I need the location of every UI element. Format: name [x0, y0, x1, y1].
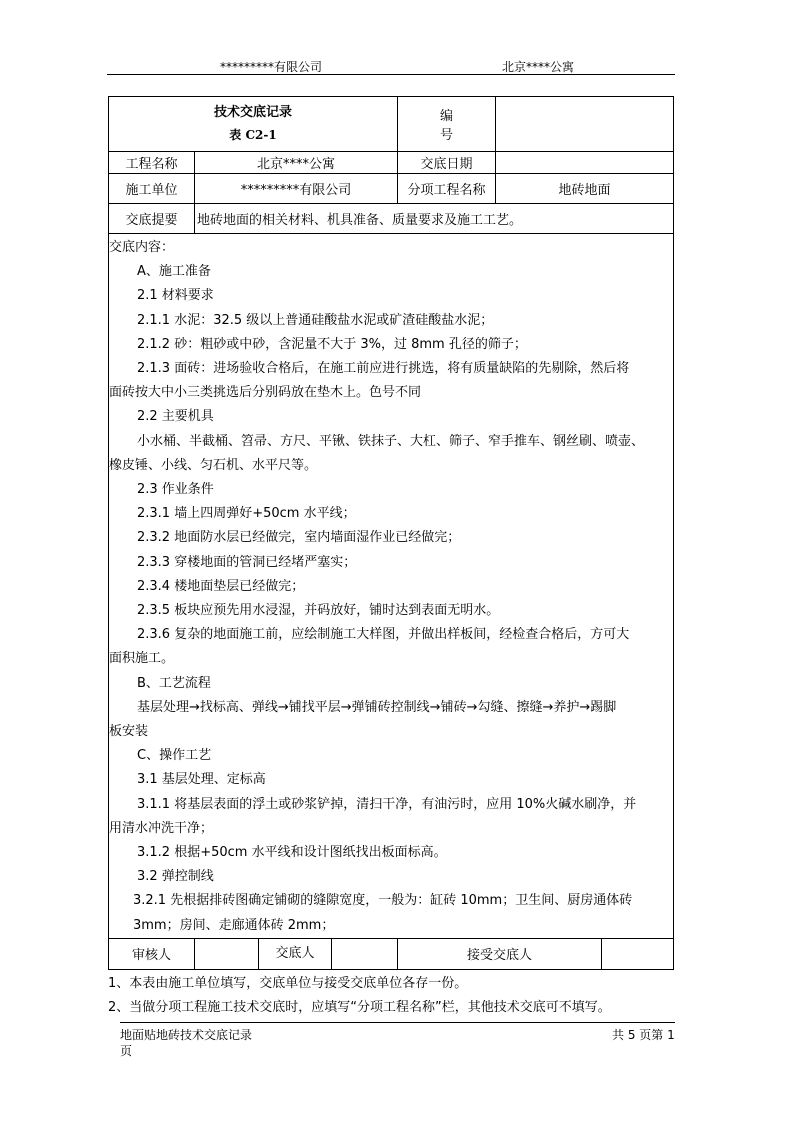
content-line: 基层处理→找标高、弹线→铺找平层→弹铺砖控制线→铺砖→勾缝、擦缝→养护→踢脚 — [137, 699, 617, 715]
content-line: 2.1.3 面砖：进场验收合格后，在施工前应进行挑选，将有质量缺陷的先剔除，然后将 — [137, 361, 630, 377]
content-line: C、操作工艺 — [137, 748, 212, 764]
number-value — [496, 97, 674, 152]
footer-page-info: 共 5 页第 1 — [612, 1028, 675, 1042]
content-line: 3.1.1 将基层表面的浮土或砂浆铲掉，清扫干净，有油污时，应用 10%火碱水刷净，并 — [137, 796, 637, 812]
notes — [108, 972, 611, 1020]
header-company: *********有限公司 — [220, 60, 323, 74]
sub-project-label: 分项工程名称 — [398, 174, 496, 204]
content-line: 3mm；房间、走廊通体砖 2mm； — [133, 917, 335, 933]
project-name-label: 工程名称 — [109, 152, 195, 174]
date-label: 交底日期 — [398, 152, 496, 174]
receiver-value — [602, 938, 674, 969]
content-line: B、工艺流程 — [137, 675, 211, 691]
content-line: 2.2 主要机具 — [137, 409, 214, 425]
unit-label: 施工单位 — [109, 174, 195, 204]
footer-divider — [120, 1022, 675, 1023]
content-line: 2.1.1 水泥：32.5 级以上普通硅酸盐水泥或矿渣硅酸盐水泥； — [137, 312, 494, 328]
discloser-label: 交底人 — [258, 939, 332, 969]
reviewer-signature — [195, 939, 258, 969]
content-line: 2.1 材料要求 — [137, 288, 214, 304]
footer-doc-title-wrap: 页 — [120, 1044, 133, 1058]
header-divider — [107, 74, 675, 75]
form-title-cell — [109, 97, 398, 152]
content-line: 3.2 弹控制线 — [137, 869, 214, 885]
note-line: 1、本表由施工单位填写，交底单位与接受交底单位各存一份。 — [108, 976, 468, 991]
summary-value: 地砖地面的相关材料、机具准备、质量要求及施工工艺。 — [195, 204, 674, 234]
note-line: 2、当做分项工程施工技术交底时，应填写“分项工程名称”栏，其他技术交底可不填写。 — [108, 1000, 611, 1015]
content-line: 面积施工。 — [109, 651, 175, 667]
content-line: 2.3.6 复杂的地面施工前，应绘制施工大样图，并做出样板间，经检查合格后，方可大 — [137, 627, 630, 643]
reviewer-label: 审核人 — [109, 938, 195, 969]
content-line: 3.1 基层处理、定标高 — [137, 772, 266, 788]
content-cell — [109, 234, 674, 939]
content-line: 小水桶、半截桶、笤帚、方尺、平锹、铁抹子、大杠、筛子、窄手推车、钢丝刷、喷壶、 — [137, 433, 645, 449]
content-line: 2.3.2 地面防水层已经做完，室内墙面湿作业已经做完； — [137, 530, 461, 546]
content-line: 2.3 作业条件 — [137, 482, 214, 498]
summary-label: 交底提要 — [109, 204, 195, 234]
content-line: 2.3.5 板块应预先用水浸湿，并码放好，铺时达到表面无明水。 — [137, 603, 500, 619]
discloser-value — [332, 939, 397, 969]
number-label: 编 号 — [398, 97, 496, 152]
content-line: 2.3.4 楼地面垫层已经做完； — [137, 578, 305, 594]
footer-doc-title: 地面贴地砖技术交底记录 — [120, 1028, 253, 1042]
sub-project-value: 地砖地面 — [496, 174, 674, 204]
content-line: 2.3.1 墙上四周弹好+50cm 水平线； — [137, 506, 356, 522]
content-line: 橡皮锤、小线、匀石机、水平尺等。 — [109, 457, 318, 473]
technical-disclosure-table — [108, 96, 674, 970]
content-line: 2.1.2 砂：粗砂或中砂，含泥量不大于 3%，过 8mm 孔径的筛子； — [137, 336, 527, 352]
project-name-value: 北京****公寓 — [195, 152, 398, 174]
header-project: 北京****公寓 — [502, 60, 575, 74]
content-line: 板安装 — [109, 724, 149, 740]
content-line: 用清水冲洗干净； — [109, 820, 214, 836]
content-line: A、施工准备 — [137, 264, 211, 280]
content-label: 交底内容： — [109, 240, 175, 255]
form-code: 表 C2-1 — [229, 128, 277, 142]
content-line: 3.2.1 先根据排砖图确定铺砌的缝隙宽度，一般为：缸砖 10mm；卫生间、厨房通体砖 — [133, 893, 633, 909]
date-value — [496, 152, 674, 174]
content-line: 3.1.2 根据+50cm 水平线和设计图纸找出板面标高。 — [137, 845, 447, 861]
unit-value: *********有限公司 — [195, 174, 398, 204]
receiver-label: 接受交底人 — [398, 938, 602, 969]
content-line: 面砖按大中小三类挑选后分别码放在垫木上。色号不同 — [109, 385, 422, 401]
content-line: 2.3.3 穿楼地面的管洞已经堵严塞实； — [137, 554, 357, 570]
footer-doc-name — [120, 1027, 270, 1059]
form-title: 技术交底记录 — [214, 105, 293, 120]
reviewer-value — [195, 938, 398, 969]
